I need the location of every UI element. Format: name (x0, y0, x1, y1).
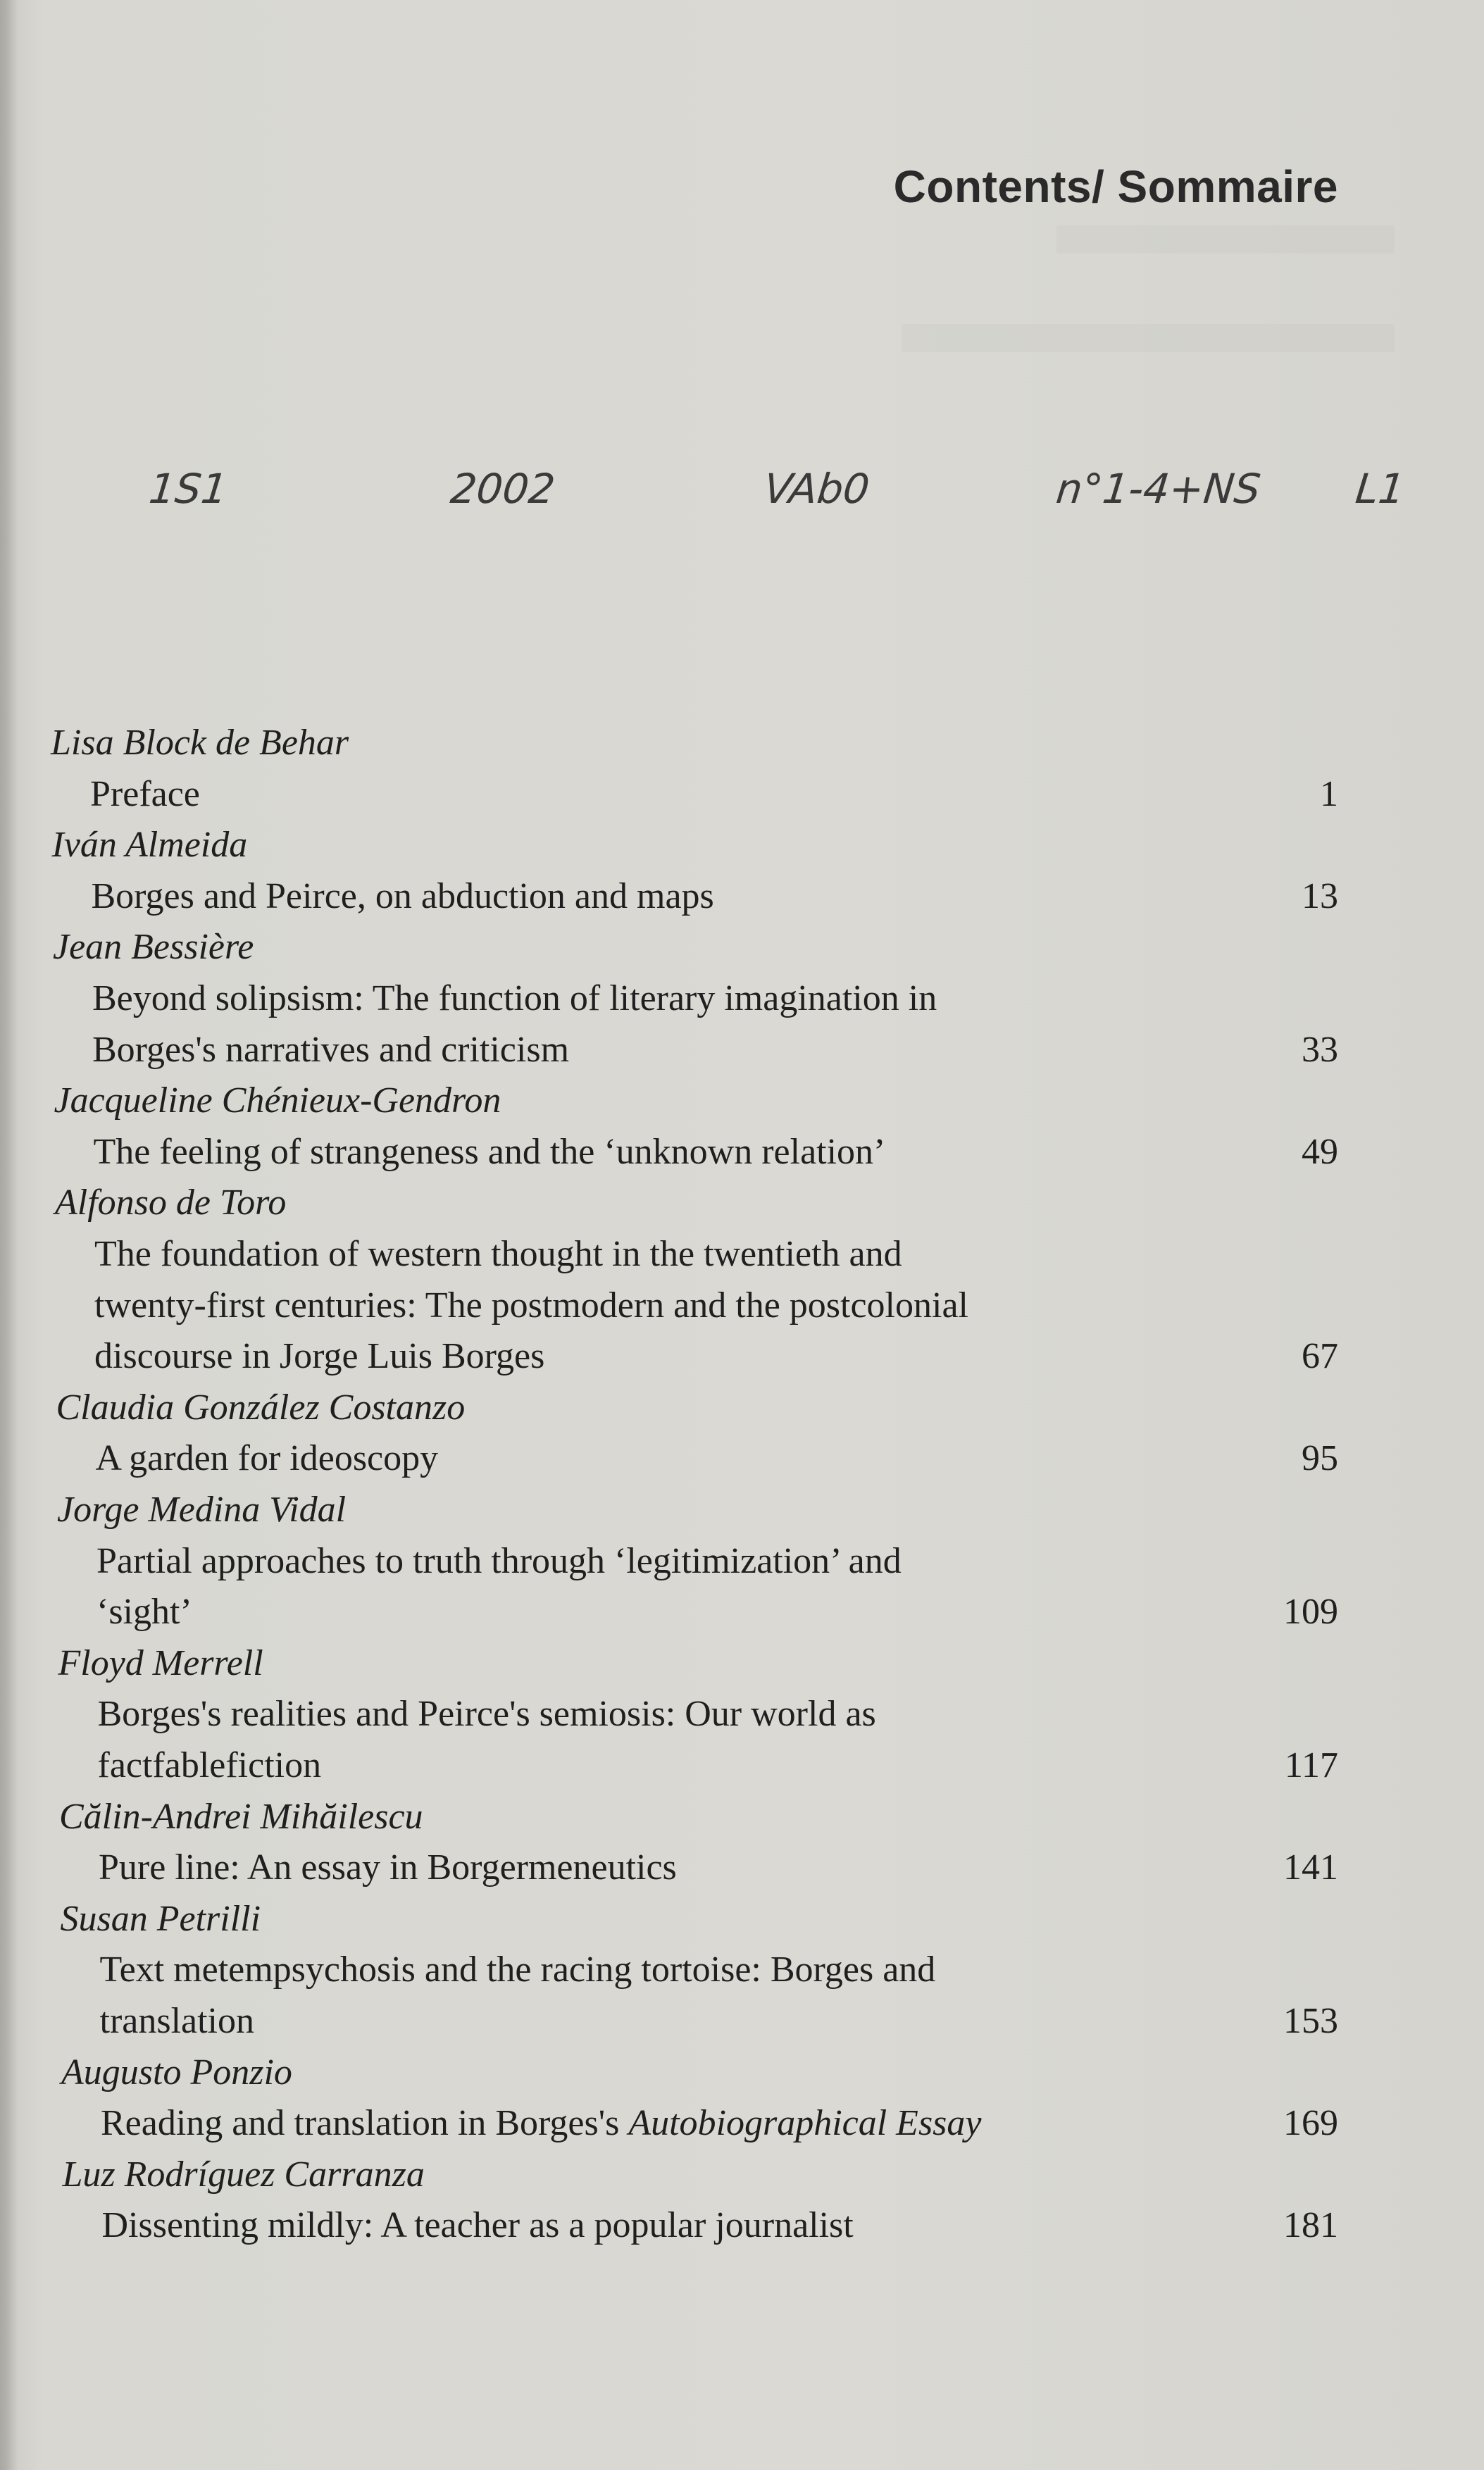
toc-entry-title: Borges's narratives and criticism (92, 1029, 570, 1070)
toc-page-number: 1 (1320, 773, 1338, 814)
toc-author: Susan Petrilli (60, 1898, 261, 1939)
toc-entry-title: Preface (90, 773, 200, 814)
toc-page-number: 181 (1283, 2205, 1338, 2246)
toc-page-number: 95 (1302, 1438, 1338, 1479)
spine-shadow (0, 0, 18, 2470)
toc-page-number: 141 (1283, 1847, 1338, 1888)
toc-entry-title: The foundation of western thought in the twentieth and (94, 1234, 902, 1274)
toc-author: Jean Bessière (53, 927, 254, 968)
toc-author: Călin-Andrei Mihăilescu (59, 1796, 423, 1837)
toc-entry-title: Partial approaches to truth through ‘legitimization’ and (96, 1540, 902, 1581)
toc-entry-title: Borges and Peirce, on abduction and maps (91, 875, 714, 916)
toc-entry-title: ‘sight’ (96, 1592, 192, 1633)
toc-author: Luz Rodríguez Carranza (62, 2154, 425, 2195)
toc-author: Iván Almeida (51, 825, 248, 866)
toc-entry-title: Reading and translation in Borges's Autobiographical Essay (101, 2103, 982, 2144)
handwritten-note-part: n°1-4+NS (1054, 465, 1263, 513)
handwritten-note (0, 465, 1484, 542)
toc-page-number: 33 (1302, 1029, 1338, 1070)
toc-entry-title: The feeling of strangeness and the ‘unknown relation’ (93, 1131, 886, 1172)
toc-entry-title: Borges's realities and Peirce's semiosis: Our world as (97, 1694, 876, 1735)
handwritten-note-part: L1 (1353, 465, 1407, 513)
page-title: Contents/ Sommaire (893, 161, 1338, 212)
toc-entry-title: Dissenting mildly: A teacher as a popular journalist (101, 2205, 854, 2246)
toc-page-number: 49 (1302, 1131, 1338, 1172)
handwritten-note-part: VAb0 (761, 465, 872, 513)
toc-entry-title: Pure line: An essay in Borgermeneutics (99, 1847, 677, 1888)
toc-entry-title: discourse in Jorge Luis Borges (94, 1336, 545, 1377)
toc-page-number: 153 (1283, 2001, 1338, 2041)
toc-page-number: 169 (1283, 2103, 1338, 2144)
toc-entry-title: twenty-first centuries: The postmodern and the postcolonial (94, 1285, 968, 1326)
toc-page-number: 117 (1284, 1745, 1338, 1785)
toc-entry-title: Text metempsychosis and the racing tortoise: Borges and (99, 1950, 936, 1990)
show-through-shade (902, 324, 1395, 352)
toc-author: Floyd Merrell (58, 1642, 263, 1683)
toc-page-number: 67 (1302, 1336, 1338, 1377)
toc-page-number: 109 (1283, 1592, 1338, 1633)
toc-author: Alfonso de Toro (55, 1183, 287, 1223)
handwritten-note-part: 2002 (448, 465, 558, 513)
toc-entry-title: A garden for ideoscopy (95, 1438, 439, 1479)
toc-entry-title: translation (99, 2001, 255, 2041)
toc-entry-title: factfablefiction (97, 1745, 322, 1785)
toc-page-number: 13 (1302, 875, 1338, 916)
toc-author: Lisa Block de Behar (51, 723, 349, 763)
toc-author: Jacqueline Chénieux-Gendron (54, 1080, 501, 1121)
toc-author: Augusto Ponzio (61, 2052, 292, 2092)
handwritten-note-part: 1S1 (146, 465, 230, 513)
toc-author: Jorge Medina Vidal (57, 1490, 347, 1530)
toc-author: Claudia González Costanzo (56, 1387, 466, 1428)
toc-entry-title: Beyond solipsism: The function of literary imagination in (92, 978, 937, 1018)
show-through-shade (1056, 225, 1395, 254)
